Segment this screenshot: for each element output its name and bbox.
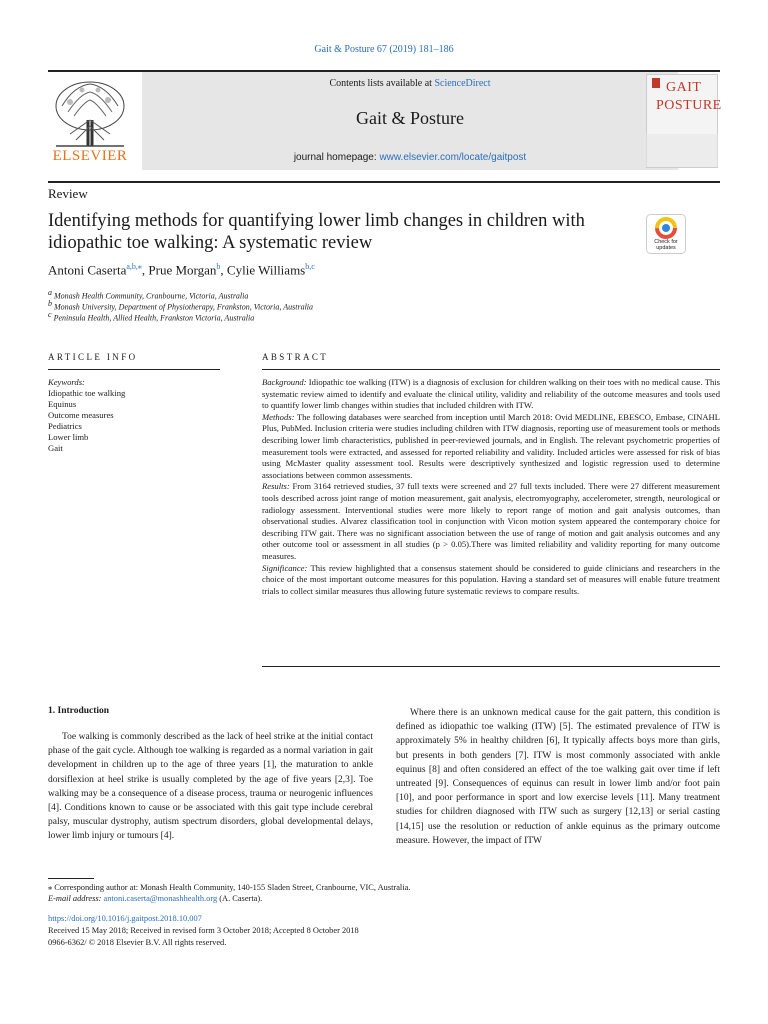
abstract-label: Background: [262, 377, 307, 387]
abstract-text: This review highlighted that a consensus statement should be considered to guide clinicians and researchers in the choice of the most important outcome measures for this population. Having a standard set of measures will enable future treatment trials to collect similar measures thus allowing future systematic reviews to compare results. [262, 562, 720, 596]
sciencedirect-link[interactable]: ScienceDirect [434, 78, 491, 89]
homepage-prefix: journal homepage: [293, 152, 380, 163]
affiliation-text: Monash University, Department of Physiotherapy, Frankston, Victoria, Australia [54, 302, 314, 312]
abstract-results [262, 481, 720, 562]
corresponding-author-note: ⁎ Corresponding author at: Monash Health Community, 140-155 Sladen Street, Cranbourne, VIC, Australia. [48, 883, 411, 892]
copyright-line: 0966-6362/ © 2018 Elsevier B.V. All rights reserved. [48, 938, 227, 947]
author-list: Antoni Caserta$^{a,b,⁎}$, Prue Morgan$^b$, Cylie Williams$^{b,c}$ [48, 262, 315, 278]
email-label: E-mail address: [48, 894, 102, 903]
journal-title: Gait & Posture [356, 108, 464, 128]
journal-reference-link[interactable]: Gait & Posture 67 (2019) 181–186 [314, 44, 454, 55]
abstract-label: Results: [262, 481, 290, 492]
abstract-body [262, 377, 720, 597]
journal-banner [48, 70, 720, 174]
paragraph: Toe walking is commonly described as the lack of heel strike at the initial contact phase of the gait cycle. Although toe walking is regarded as a normal variation in gait development in children up to the age of three years [1], the maturation to ankle dorsiflexion at heel strike is usually completed by the age of five years [2,3]. Toe walking may be a consequence of a disease process, trauma or neurogenic influences [4]. Conditions known to cause or be associated with this gait type include cerebral palsy, muscular dystrophy, autism spectrum disorders, global developmental delays, lower limb injury or tumours [4]. [48, 732, 374, 842]
abstract-background [262, 377, 720, 412]
article-info-rule [48, 369, 220, 370]
keyword: Equinus [48, 399, 77, 409]
affiliation-text: Peninsula Health, Allied Health, Frankston Victoria, Australia [53, 313, 255, 323]
cover-title-2: POSTURE [656, 98, 722, 113]
author-sup[interactable]: a,b,⁎ [126, 262, 142, 271]
keyword: Lower limb [48, 432, 89, 442]
article-info-heading: ARTICLE INFO [48, 352, 138, 362]
affiliation-sup: a [48, 288, 52, 297]
journal-info-box [142, 72, 678, 170]
homepage-line [142, 152, 678, 163]
abstract-text: Idiopathic toe walking (ITW) is a diagnosis of exclusion for children walking on their toes with no medical cause. This systematic review aimed to identify and evaluate the clinical utility, validity and reliability of the outcome measures and tools used to quantify lower limb changes within studies that included children with ITW. [262, 377, 720, 411]
keyword: Idiopathic toe walking [48, 388, 126, 398]
email-line [48, 894, 262, 903]
section-heading: 1. Introduction [48, 706, 110, 716]
keywords-block [48, 377, 125, 454]
body-column-right [396, 706, 720, 848]
check-label-2: updates [656, 245, 676, 251]
doi-line [48, 914, 202, 923]
keyword: Gait [48, 443, 63, 453]
email-suffix: (A. Caserta). [217, 894, 263, 903]
banner-bottom-rule [48, 181, 720, 183]
author-name[interactable]: Cylie Williams [226, 262, 306, 278]
article-title: Identifying methods for quantifying lower limb changes in children with idiopathic toe walking: A systematic review [48, 211, 585, 253]
elsevier-logo[interactable] [48, 76, 132, 168]
publisher-name: ELSEVIER [52, 148, 128, 164]
homepage-link[interactable]: www.elsevier.com/locate/gaitpost [379, 152, 527, 163]
body-column-left [48, 730, 373, 844]
author-name[interactable]: Antoni Caserta [48, 262, 127, 278]
keyword: Pediatrics [48, 421, 82, 431]
footnote-rule [48, 878, 94, 879]
abstract-label: Significance: [262, 562, 308, 573]
abstract-label: Methods: [262, 411, 295, 422]
abstract-significance [262, 563, 720, 598]
doi-link[interactable]: https://doi.org/10.1016/j.gaitpost.2018.10.007 [48, 914, 202, 923]
author-name[interactable]: Prue Morgan [148, 262, 217, 278]
abstract-methods [262, 412, 720, 482]
affiliation-sup: b [48, 299, 52, 308]
contents-line [142, 78, 678, 89]
abstract-heading: ABSTRACT [262, 352, 329, 362]
cover-title-1: GAIT [666, 80, 702, 95]
received-dates: Received 15 May 2018; Received in revised form 3 October 2018; Accepted 8 October 2018 [48, 926, 359, 935]
abstract-text: From 3164 retrieved studies, 37 full texts were screened and 27 full texts included. There were 27 different measurement tools described across joint range of motion measurement, gait analysis, electromyography, accelerometer, strength, neurological or radiology assessment. Interventional studies were more likely to report range of motion and gait analysis outcomes, than observational studies. Alvarez classification tool in conjunction with Vicon motion system appeared the contemporary choice for describing ITW gait. There was no significant association between the use of range of motion and gait analysis outcomes and any other outcome tool or assessment in all studies (p > 0.05).There was limited reliability and validity reporting for many outcome measures. [262, 481, 720, 561]
affiliation-text: Monash Health Community, Cranbourne, Victoria, Australia [54, 291, 249, 301]
affiliation [48, 310, 254, 323]
paragraph: Where there is an unknown medical cause for the gait pattern, this condition is defined as idiopathic toe walking (ITW) [5]. The estimated prevalence of ITW is approximately 5% in healthy children [6], It typically affects boys more than girls, but presents in both genders [7]. ITW is most commonly associated with ankle equinus [8] and often considered an effect of the toe walking gait over time if left untreated [9]. Consequences of equinus can result in lower limb and/or foot pain [10], and poor performance in sport and low exercise levels [11]. Many treatment studies for children diagnosed with ITW such as surgery [12,13] or serial casting [14,15] use the resolution or reduction of ankle equinus as the primary outcome measure. However, the impact of ITW [396, 708, 720, 846]
check-label-1: Check for [654, 239, 678, 245]
keyword: Outcome measures [48, 410, 114, 420]
check-for-updates-badge[interactable] [646, 214, 686, 254]
affiliation-sup: c [48, 310, 52, 319]
abstract-bottom-rule [262, 666, 720, 667]
author-sup[interactable]: b [216, 262, 221, 271]
journal-reference [0, 44, 768, 55]
article-type: Review [48, 186, 88, 201]
journal-cover[interactable] [646, 74, 722, 168]
email-link[interactable]: antoni.caserta@monashhealth.org [103, 894, 218, 903]
author-sup[interactable]: b,c [305, 262, 315, 271]
contents-prefix: Contents lists available at [329, 78, 435, 89]
abstract-rule [262, 369, 720, 370]
abstract-text: The following databases were searched from inception until March 2018: Ovid MEDLINE, EBESCO, Embase, CINAHL Plus, PubMed. Inclusion criteria were studies including children with ITW diagnosis, reporting use of measurement tools or methods describing lower limb characteristics, published in peer-reviewed journals, and in English. The relevant psychometric properties of measurement tools were extracted, and assessed for reported reliability and validity. Included articles were assessed for risk of bias using McMaster quality assessment tool. Results were descriptively synthesized and logistic regression used to determine associations between common assessments. [262, 411, 720, 480]
keywords-label: Keywords: [48, 377, 85, 387]
